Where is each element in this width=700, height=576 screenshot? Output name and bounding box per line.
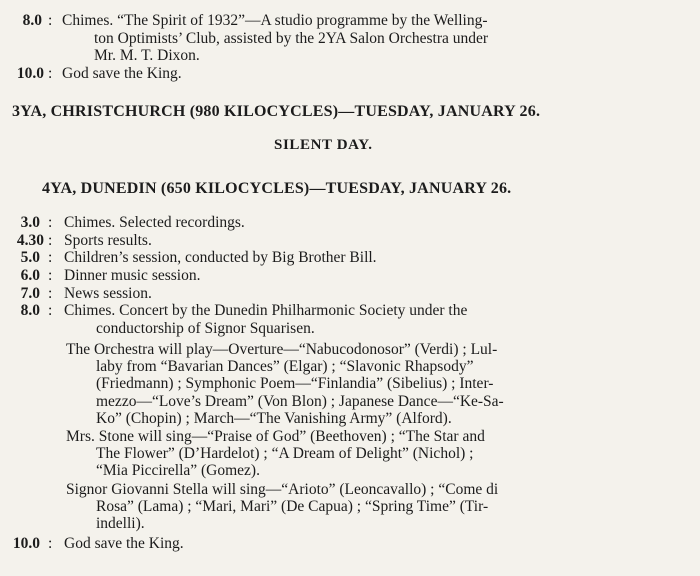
orchestra-text: (Friedmann) ; Symphonic Poem—“Finlandia” (Sibelius) ; Inter- xyxy=(96,375,494,392)
programme-time: 10.0 xyxy=(16,65,44,82)
vocalist-text: Mrs. Stone will sing—“Praise of God” (Beethoven) ; “The Star and xyxy=(66,428,485,445)
programme-time: 5.0 xyxy=(20,249,40,266)
time-separator: : xyxy=(48,302,53,319)
silent-day-notice: SILENT DAY. xyxy=(274,137,373,153)
orchestra-text: Ko” (Chopin) ; March—“The Vanishing Army” (Alford). xyxy=(96,410,452,427)
vocalist-text: “Mia Piccirella” (Gomez). xyxy=(96,462,260,479)
time-separator: : xyxy=(48,535,53,552)
programme-time: 8.0 xyxy=(22,12,42,29)
orchestra-text: laby from “Bavarian Dances” (Elgar) ; “Slavonic Rhapsody” xyxy=(96,358,474,375)
programme-text: conductorship of Signor Squarisen. xyxy=(96,320,315,337)
programme-text: God save the King. xyxy=(64,535,184,552)
vocalist-text: indelli). xyxy=(96,515,145,532)
vocalist-text: The Flower” (D’Hardelot) ; “A Dream of Delight” (Nichol) ; xyxy=(96,445,474,462)
programme-time: 10.0 xyxy=(12,535,40,552)
station-heading: 4YA, DUNEDIN (650 KILOCYCLES)—TUESDAY, JANUARY 26. xyxy=(42,180,512,197)
programme-time: 7.0 xyxy=(20,285,40,302)
programme-text: Dinner music session. xyxy=(64,267,201,284)
vocalist-text: Signor Giovanni Stella will sing—“Arioto” (Leoncavallo) ; “Come di xyxy=(66,481,499,498)
time-separator: : xyxy=(48,249,53,266)
programme-time: 4.30 xyxy=(16,232,44,249)
vocalist-text: Rosa” (Lama) ; “Mari, Mari” (De Capua) ; “Spring Time” (Tir- xyxy=(96,498,489,515)
programme-time: 3.0 xyxy=(20,214,40,231)
time-separator: : xyxy=(48,65,53,82)
programme-text: Sports results. xyxy=(64,232,152,249)
orchestra-text: The Orchestra will play—Overture—“Nabucodonosor” (Verdi) ; Lul- xyxy=(66,341,498,358)
programme-text: Chimes. “The Spirit of 1932”—A studio programme by the Welling- xyxy=(62,12,488,29)
time-separator: : xyxy=(48,267,53,284)
time-separator: : xyxy=(48,232,53,249)
programme-text: News session. xyxy=(64,285,152,302)
programme-text: Chimes. Selected recordings. xyxy=(64,214,245,231)
programme-time: 6.0 xyxy=(20,267,40,284)
time-separator: : xyxy=(48,214,53,231)
time-separator: : xyxy=(48,12,53,29)
programme-text: ton Optimists’ Club, assisted by the 2YA Salon Orchestra under xyxy=(94,30,489,47)
programme-text: God save the King. xyxy=(62,65,182,82)
programme-text: Children’s session, conducted by Big Brother Bill. xyxy=(64,249,377,266)
programme-text: Chimes. Concert by the Dunedin Philharmonic Society under the xyxy=(64,302,468,319)
time-separator: : xyxy=(48,285,53,302)
programme-time: 8.0 xyxy=(20,302,40,319)
station-heading: 3YA, CHRISTCHURCH (980 KILOCYCLES)—TUESDAY, JANUARY 26. xyxy=(12,103,541,120)
orchestra-text: mezzo—“Love’s Dream” (Von Blon) ; Japanese Dance—“Ke-Sa- xyxy=(96,393,504,410)
programme-text: Mr. M. T. Dixon. xyxy=(94,47,200,64)
